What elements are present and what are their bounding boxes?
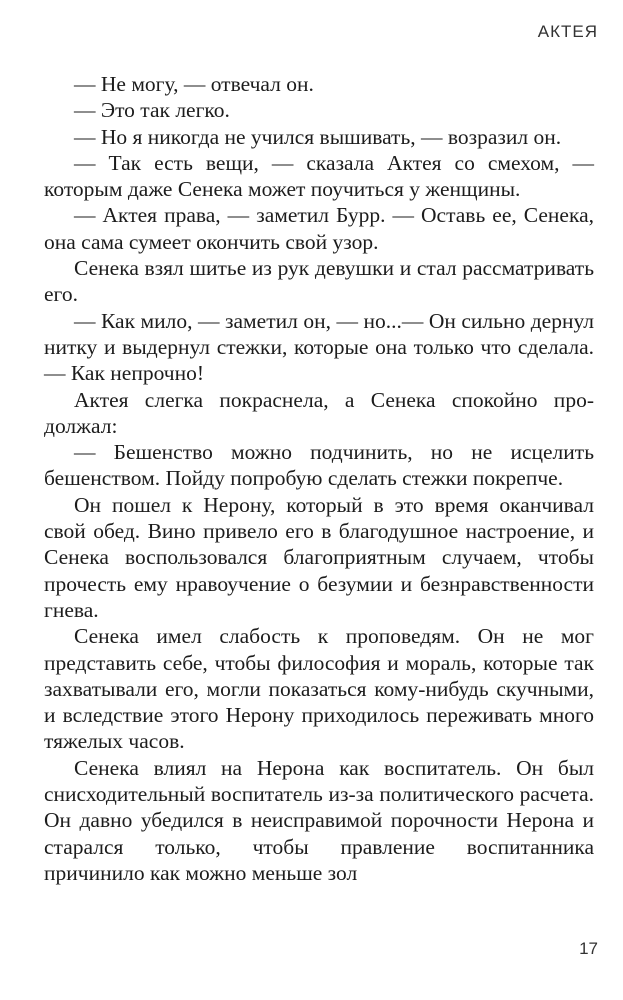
paragraph: — Не могу, — отвечал он.: [74, 72, 314, 96]
body-text: [44, 71, 594, 886]
paragraph: — Но я никогда не учился вышивать, — возразил он.: [74, 124, 562, 149]
running-head: АКТЕЯ: [537, 22, 598, 41]
paragraph: Сенека имел слабость к проповедям. Он не мог представить себе, чтобы философия и мораль, которые так захватывали его, могли показаться кому-нибудь скучными, и вследствие этого Нерону приходилось переживать много тяжелых часов.: [44, 624, 594, 754]
page-number: 17: [579, 939, 598, 958]
paragraph: — Это так легко.: [74, 98, 230, 123]
paragraph: Сенека влиял на Нерона как воспитатель. Он был снисходительный воспитатель из-за политического расчета. Он давно убедился в неисправимой порочности Нерона и старался только, чтобы правление воспитанника причинило как можно меньше зол: [44, 755, 594, 885]
paragraph: — Бешенство можно подчинить, но не исцелить бешенством. Пойду попробую сделать стежки покрепче.: [44, 440, 594, 491]
paragraph: Сенека взял шитье из рук девушки и стал рассматривать его.: [44, 256, 594, 307]
paragraph: — Так есть вещи, — сказала Актея со смехом, — которым даже Сенека может поучиться у женщины.: [44, 150, 594, 202]
paragraph: Актея слегка покраснела, а Сенека спокойно продолжал:: [44, 387, 594, 438]
paragraph: Он пошел к Нерону, который в это время оканчивал свой обед. Вино привело его в благодушное настроение, и Сенека воспользовался благоприятным случаем, чтобы прочесть ему нравоучение о безумии и безнравственности гнева.: [44, 492, 594, 622]
paragraph: — Актея права, — заметил Бурр. — Оставь ее, Сенека, она сама сумеет окончить свой узор.: [44, 203, 594, 254]
paragraph: — Как мило, — заметил он, — но...— Он сильно дернул нитку и выдернул стежки, которые она только что сделала. — Как непрочно!: [44, 308, 594, 386]
